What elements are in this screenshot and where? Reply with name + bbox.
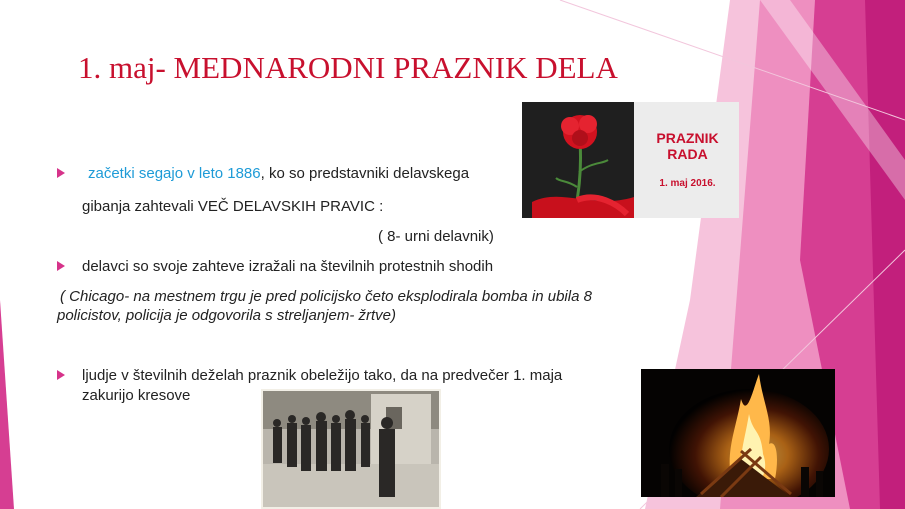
poster-image	[522, 102, 739, 218]
bullet-2-text: delavci so svoje zahteve izražali na številnih protestnih shodih	[82, 258, 494, 275]
bullet-3-line1: ljudje v številnih deželah praznik obeležijo tako, da na predvečer 1. maja	[82, 367, 563, 384]
bullet-icon	[57, 370, 65, 380]
bullet-1-line3: ( 8- urni delavnik)	[378, 228, 494, 245]
bullet-1-line2: gibanja zahtevali VEČ DELAVSKIH PRAVIC :	[82, 198, 384, 215]
carnation-icon	[522, 102, 634, 218]
bullet-1-highlight: začetki segajo v leto 1886	[88, 165, 261, 182]
parade-photo	[261, 389, 441, 509]
poster-title-line2: RADA	[667, 146, 708, 162]
note-line1: ( Chicago- na mestnem trgu je pred policijsko četo eksplodirala bomba in ubila 8	[60, 288, 592, 305]
poster-date: 1. maj 2016.	[659, 178, 716, 189]
bullet-1-line1	[88, 164, 469, 183]
note-line2: policistov, policija je odgovorila s streljanjem- žrtve)	[57, 307, 397, 324]
slide-title: 1. maj- MEDNARODNI PRAZNIK DELA	[78, 50, 618, 85]
poster-title-line1: PRAZNIK	[656, 130, 719, 146]
bullet-icon	[57, 261, 65, 271]
bonfire-photo	[641, 369, 835, 497]
bullet-icon	[57, 168, 65, 178]
bullet-1-rest: , ko so predstavniki delavskega	[260, 165, 470, 182]
bullet-3-line2: zakurijo kresove	[82, 387, 191, 404]
